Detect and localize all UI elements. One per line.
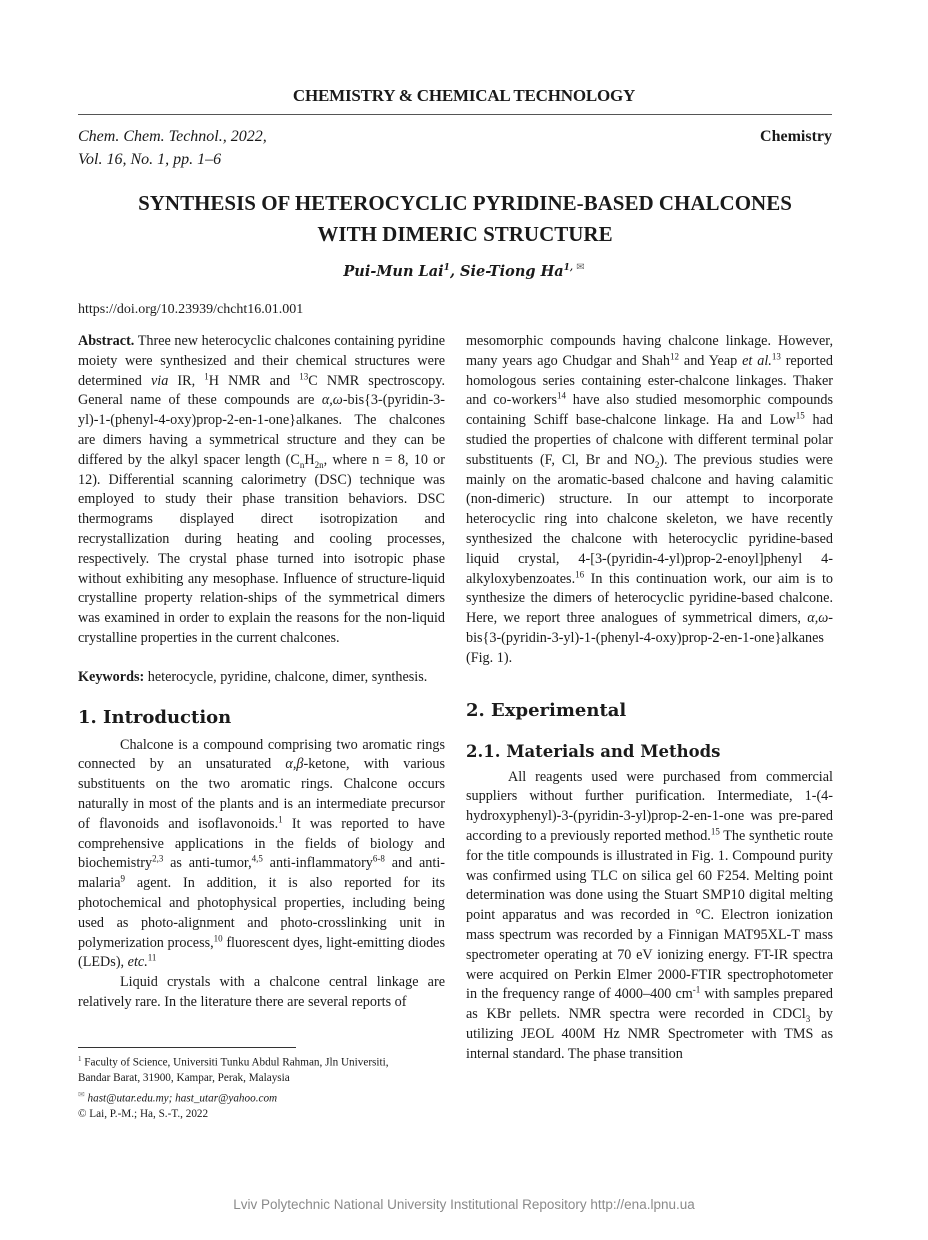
intro-paragraph-2-continued bbox=[466, 332, 833, 669]
affiliation-text: Faculty of Science, Universiti Tunku Abdul Rahman, Jln Universiti, bbox=[81, 1056, 389, 1069]
abstract-text: -bis{3-(pyridin-3-yl)-1-(phenyl-4-oxy)prop-2-en-1-one}alkanes. The chalcones are dimers having a symmetrical structure and they can be differed by the alkyl spacer length (C bbox=[78, 392, 445, 468]
left-column bbox=[78, 332, 445, 1013]
abstract bbox=[78, 332, 445, 649]
header-rule bbox=[78, 114, 832, 115]
abstract-label: Abstract. bbox=[78, 333, 135, 349]
citation-ref[interactable]: 9 bbox=[120, 873, 126, 884]
keywords-text: heterocycle, pyridine, chalcone, dimer, synthesis. bbox=[144, 668, 428, 685]
citation-ref[interactable]: 11 bbox=[147, 952, 157, 963]
body-text: have also studied mesomorphic compounds containing Schiff base-chalcone linkage. Ha and Low bbox=[466, 392, 833, 429]
abstract-text: IR, bbox=[168, 372, 205, 389]
subscript: n bbox=[299, 459, 305, 470]
body-text: as anti-tumor, bbox=[163, 855, 252, 872]
experimental-paragraph bbox=[466, 768, 833, 1065]
citation-ref[interactable]: 15 bbox=[710, 826, 720, 837]
section-heading-introduction: 1. Introduction bbox=[78, 706, 232, 728]
body-text: agent. In addition, it is also reported for its photochemical and photophysical properties, including being used as photo-alignment and photo-crosslinking unit in polymerization process, bbox=[78, 875, 445, 951]
body-text: had studied the properties of chalcone with different terminal polar substituents (F, Cl, Br and NO bbox=[466, 412, 833, 468]
body-text: All reagents used were purchased from commercial suppliers without further purification. Intermediate, 1-(4-hydroxyphenyl)-3-(pyridin-3-yl)prop-2-en-1-one was pre-pared according to a previously reported method. bbox=[466, 768, 833, 844]
copyright: © Lai, P.-M.; Ha, S.-T., 2022 bbox=[78, 1107, 209, 1120]
body-text: The synthetic route for the title compounds is illustrated in Fig. 1. Compound purity was confirmed using TLC on silica gel 60 F254. Melting point determination was done using the Stuart SMP10 digital melting point apparatus and was recorded in °C. Electron ionization mass spectrum was recorded by a Finnigan MAT95XL-T mass spectrometer operating at 70 eV ionizing energy. FT-IR spectra were acquired on Perkin Elmer 2000-FTIR spectrophotometer in the frequency range of 4000–400 cm bbox=[466, 827, 833, 1003]
body-text: -ketone, with various substituents on the two aromatic rings. Chalcone occurs naturally in most of the plants and is an intermediate precursor of flavonoids and isoflavonoids. bbox=[78, 756, 446, 832]
intro-paragraph-1 bbox=[78, 736, 445, 974]
body-text: It was reported to have comprehensive applications in the fields of biology and biochemistry bbox=[78, 815, 445, 872]
body-text: Liquid crystals with a chalcone central linkage are relatively rare. In the literature there are several reports of bbox=[78, 974, 445, 1010]
body-text: and anti-malaria bbox=[78, 855, 445, 892]
journal-title: CHEMISTRY & CHEMICAL TECHNOLOGY bbox=[292, 86, 636, 105]
superscript: 1 bbox=[204, 370, 209, 381]
abstract-text: α,ω bbox=[321, 392, 343, 409]
citation-ref[interactable]: 4,5 bbox=[251, 853, 263, 864]
body-text: -bis{3-(pyridin-3-yl)-1-(phenyl-4-oxy)prop-2-en-1-one}alkanes (Fig. 1). bbox=[466, 610, 833, 666]
affiliation-mark: 1 bbox=[78, 1055, 82, 1063]
body-text: ). The previous studies were mainly on the aromatic-based chalcone and having calamitic (non-dimeric) structure. In our attempt to incorporate heterocyclic ring into chalcone skeleton, we have recently synthesized the chalcone with heterocyclic pyridine-based liquid crystal, 4-[3-(pyridin-4-yl)prop-2-enoyl]phenyl 4-alkyloxybenzoates. bbox=[466, 451, 833, 587]
envelope-icon: ✉ bbox=[576, 262, 585, 273]
body-text: with samples prepared as KBr pellets. NMR spectra were recorded in CDCl bbox=[466, 986, 833, 1023]
body-text: by utilizing JEOL 400M Hz NMR Spectrometer with TMS as internal standard. The phase transition bbox=[466, 1006, 834, 1062]
body-text: anti-inflammatory bbox=[262, 855, 373, 872]
superscript: 13 bbox=[299, 370, 309, 381]
body-text: Chalcone is a compound comprising two aromatic rings connected by an unsaturated bbox=[78, 736, 445, 773]
citation-ref[interactable]: 10 bbox=[213, 932, 223, 943]
author-separator: , bbox=[449, 262, 461, 280]
citation-ref[interactable]: 14 bbox=[557, 390, 567, 401]
affiliation-line-1 bbox=[78, 1052, 458, 1071]
abstract-text: Three new heterocyclic chalcones containing pyridine moiety were synthesized and their chemical structures were determined bbox=[78, 333, 445, 389]
body-text: and Yeap bbox=[679, 352, 743, 369]
authors bbox=[0, 262, 928, 280]
footnotes bbox=[78, 1052, 458, 1122]
author-2: Sie-Tiong Ha bbox=[460, 262, 564, 280]
subscript: 2n bbox=[314, 459, 324, 470]
affiliation-line-2: Bandar Barat, 31900, Kampar, Perak, Malaysia bbox=[78, 1072, 290, 1085]
keywords bbox=[78, 668, 445, 688]
subsection-heading-materials: 2.1. Materials and Methods bbox=[466, 741, 721, 761]
email-line bbox=[78, 1087, 458, 1107]
body-text: α,β bbox=[285, 756, 304, 773]
abstract-text: , where n = 8, 10 or 12). Differential scanning calorimetry (DSC) technique was employed to study their phase transition behaviors. DSC thermograms displayed direct isotropization and recrystallization during heating and cooling processes, respectively. The crystal phase turned into isotropic phase without exhibiting any mesophase. Influence of structure-liquid crystalline property relation-ships of the symmetrical dimers was examined in order to explain the reasons for the non-liquid crystalline properties in the current chalcones. bbox=[78, 451, 445, 646]
citation-ref[interactable]: 13 bbox=[771, 351, 781, 362]
citation-ref[interactable]: 15 bbox=[795, 410, 805, 421]
abstract-text: via bbox=[150, 372, 169, 389]
right-column bbox=[466, 332, 833, 1065]
footnote-rule bbox=[78, 1047, 296, 1048]
citation-ref[interactable]: 6-8 bbox=[372, 853, 385, 864]
citation bbox=[78, 125, 267, 171]
citation-ref[interactable]: 1 bbox=[278, 814, 283, 824]
body-text: et al. bbox=[742, 352, 772, 369]
citation-ref[interactable]: 12 bbox=[670, 351, 680, 362]
paper-title bbox=[60, 188, 870, 250]
subscript: 2 bbox=[654, 459, 660, 470]
abstract-text: H NMR and bbox=[208, 372, 300, 389]
doi-link[interactable]: https://doi.org/10.23939/chcht16.01.001 bbox=[78, 302, 304, 317]
abstract-text: C NMR spectroscopy. General name of these compounds are bbox=[78, 372, 445, 409]
email-addresses[interactable]: hast@utar.edu.my; hast_utar@yahoo.com bbox=[84, 1092, 278, 1105]
title-line-2: WITH DIMERIC STRUCTURE bbox=[317, 222, 613, 246]
superscript: -1 bbox=[692, 984, 701, 995]
intro-paragraph-2-start bbox=[78, 973, 445, 1013]
body-text: etc. bbox=[127, 954, 148, 971]
citation-line-1: Chem. Chem. Technol., 2022, bbox=[78, 128, 267, 145]
citation-ref[interactable]: 2,3 bbox=[152, 853, 164, 864]
citation-ref[interactable]: 16 bbox=[575, 568, 585, 579]
envelope-icon: ✉ bbox=[78, 1089, 85, 1099]
body-text: α,ω bbox=[807, 610, 829, 627]
keywords-label: Keywords: bbox=[78, 668, 145, 685]
citation-line-2: Vol. 16, No. 1, pp. 1–6 bbox=[78, 151, 222, 168]
section-heading-experimental: 2. Experimental bbox=[466, 699, 627, 721]
title-line-1: SYNTHESIS OF HETEROCYCLIC PYRIDINE-BASED CHALCONES bbox=[138, 191, 792, 215]
body-text: In this continuation work, our aim is to synthesize the dimers of heterocyclic pyridine-based chalcone. Here, we report three analogues of symmetrical dimers, bbox=[466, 570, 833, 627]
repository-footer: Lviv Polytechnic National University Institutional Repository http://ena.lpnu.ua bbox=[233, 1197, 695, 1212]
subscript: 3 bbox=[805, 1013, 811, 1024]
author-1-affiliation: 1 bbox=[443, 263, 450, 273]
author-1: Pui-Mun Lai bbox=[343, 262, 444, 280]
author-2-affiliation: 1, bbox=[563, 263, 577, 273]
abstract-text: H bbox=[304, 451, 315, 468]
body-text: mesomorphic compounds having chalcone linkage. However, many years ago Chudgar and Shah bbox=[466, 333, 833, 369]
body-text: reported homologous series containing ester-chalcone linkages. Thaker and co-workers bbox=[466, 352, 833, 409]
section-label: Chemistry bbox=[760, 128, 832, 145]
body-text: fluorescent dyes, light-emitting diodes (LEDs), bbox=[78, 934, 445, 971]
